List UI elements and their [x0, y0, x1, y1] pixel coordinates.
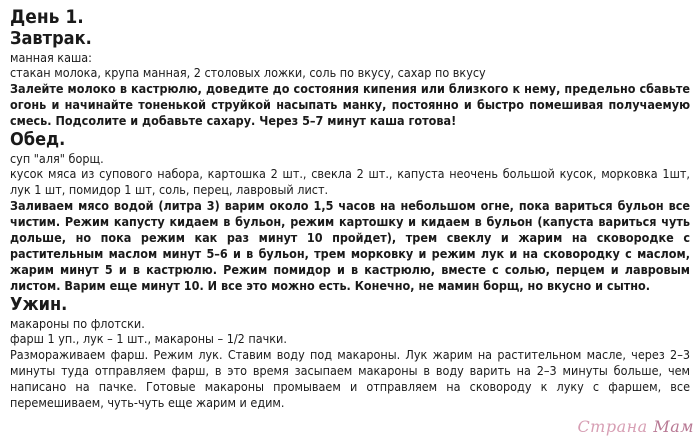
breakfast-heading: Завтрак.: [10, 28, 92, 49]
dinner-ingredients: фарш 1 уп., лук – 1 шт., макароны – 1/2 пачки.: [10, 331, 287, 346]
lunch-recipe: Заливаем мясо водой (литра 3) варим около 1,5 часов на небольшом огне, пока вариться бульон все чистим. Режим капусту кидаем в бульон, режим картошку и кидаем в бульон (капуста вариться чуть дольше, но пока режим как раз минут 10 пройдет), трем свеклу и жарим на сковородке с растительным маслом минут 5–6 и в бульон, трем морковку и режим лук и на сковородку с маслом, жарим минут 5 и в кастрюлю. Режим помидор и в кастрюлю, вместе с солью, перцем и лавровым листом. Варим еще минут 10. И все это можно есть. Конечно, не мамин борщ, но вкусно и сытно.: [10, 198, 690, 293]
breakfast-dish-name: манная каша:: [10, 50, 92, 65]
breakfast-recipe: Залейте молоко в кастрюлю, доведите до состояния кипения или близкого к нему, предельно сбавьте огонь и начинайте тоненькой струйкой насыпать манку, постоянно и быстро помешивая получаемую смесь. Подсолите и добавьте сахару. Через 5–7 минут каша готова!: [10, 81, 690, 128]
dinner-dish-name: макароны по флотски.: [10, 316, 145, 331]
lunch-dish-name: суп "аля" борщ.: [10, 151, 104, 166]
dinner-section: [10, 294, 690, 411]
breakfast-ingredients: стакан молока, крупа манная, 2 столовых ложки, соль по вкусу, сахар по вкусу: [10, 65, 486, 80]
dinner-recipe: Размораживаем фарш. Режим лук. Ставим воду под макароны. Лук жарим на растительном масле, через 2–3 минуты туда отправляем фарш, в это время засыпаем макароны в воду варить на 2–3 минуты больше, чем написано на пачке. Готовые макароны промываем и отправляем на сковороду к луку с фаршем, все перемешиваем, чуть-чуть еще жарим и едим.: [10, 347, 690, 410]
lunch-section: [10, 129, 690, 294]
site-watermark: [577, 417, 694, 436]
watermark-part1: Страна: [577, 417, 648, 436]
breakfast-section: [10, 28, 690, 129]
recipe-page: [10, 6, 690, 411]
dinner-heading: Ужин.: [10, 294, 68, 315]
day-title: День 1.: [10, 6, 84, 28]
lunch-heading: Обед.: [10, 129, 66, 150]
watermark-part2: Мам: [653, 417, 694, 436]
lunch-ingredients: кусок мяса из супового набора, картошка 2 шт., свекла 2 шт., капуста неочень большой кусок, морковка 1шт, лук 1 шт, помидор 1 шт, соль, перец, лавровый лист.: [10, 166, 690, 197]
